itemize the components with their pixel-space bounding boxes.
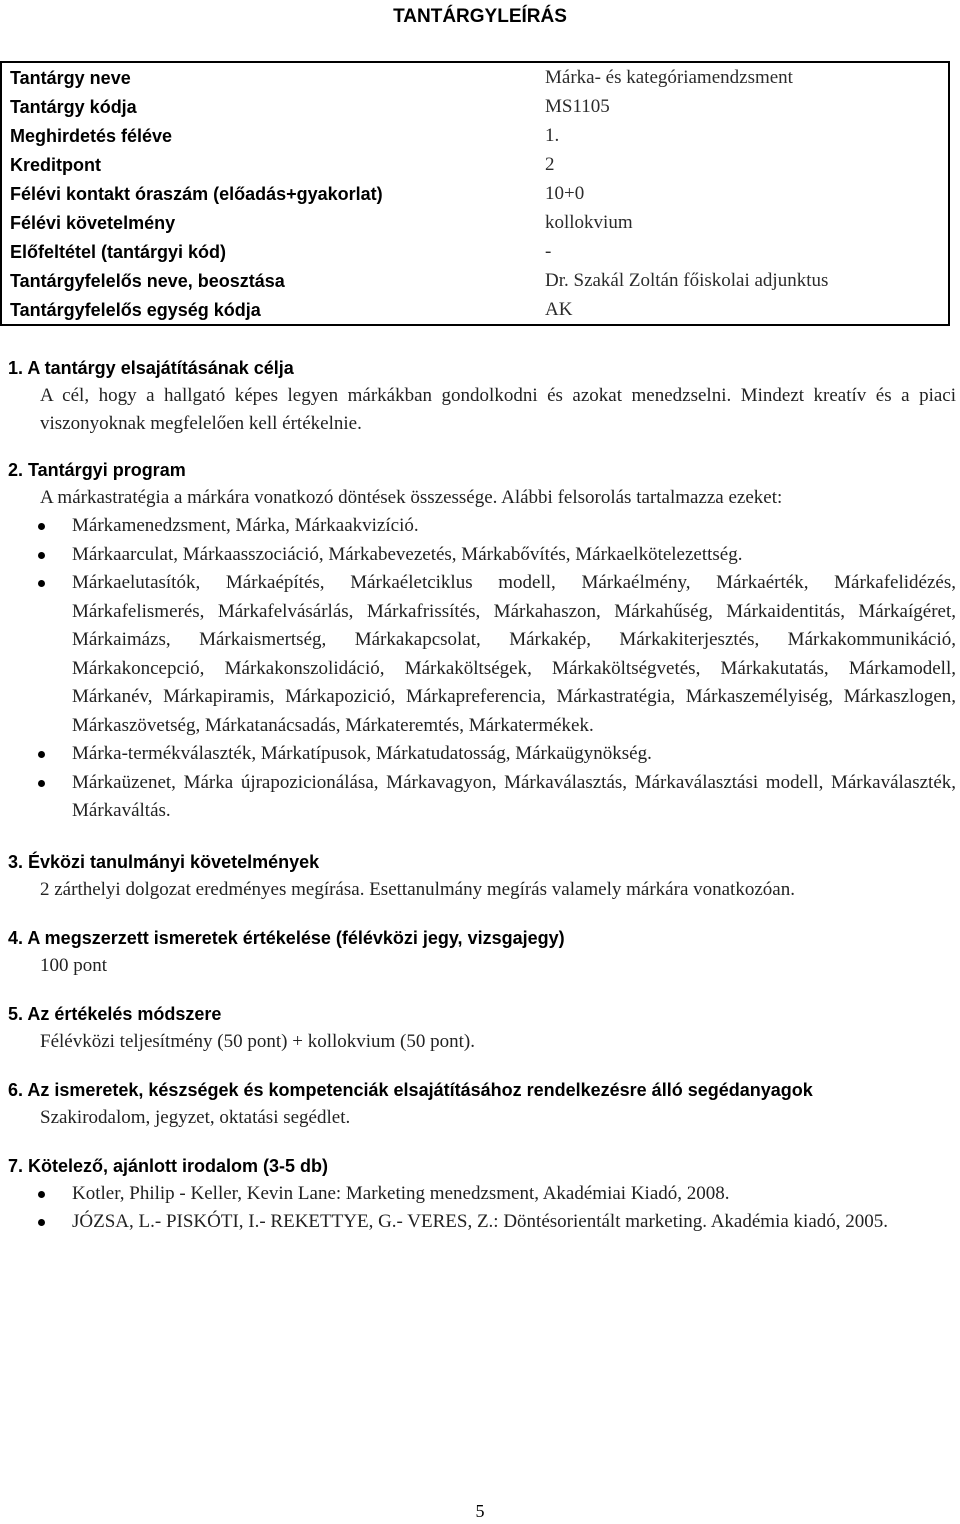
bullet-icon — [38, 580, 45, 587]
section-text: Szakirodalom, jegyzet, oktatási segédlet. — [40, 1106, 351, 1128]
bullet-icon — [38, 523, 45, 530]
list-item — [8, 1208, 956, 1237]
page-number: 5 — [475, 1501, 485, 1521]
section-requirements — [8, 848, 956, 904]
list-item — [8, 1180, 956, 1209]
bullet-icon — [38, 552, 45, 559]
list-item — [8, 512, 956, 541]
info-value: 10+0 — [545, 182, 585, 204]
info-label: Előfeltétel (tantárgyi kód) — [10, 241, 227, 262]
list-item-text: JÓZSA, L.- PISKÓTI, I.- REKETTYE, G.- VERES, Z.: Döntésorientált marketing. Akadémia kiadó, 2005. — [72, 1211, 888, 1232]
list-item-text: Márkaelutasítók, Márkaépítés, Márkaéletciklus modell, Márkaélmény, Márkaérték, Márkafelidézés, Márkafelismerés, Márkafelvásárlás, Márkafrissítés, Márkahaszon, Márkahűség, Márkaidentitás, Márkaígéret, Márkaimázs, Márkaismertség, Márkakapcsolat, Márkakép, Márkakiterjesztés, Márkakommunikáció, Márkakoncepció, Márkakonszolidáció, Márkaköltségek, Márkaköltségvetés, Márkakutatás, Márkamodell, Márkanév, Márkapiramis, Márkapozició, Márkapreferencia, Márkastratégia, Márkaszemélyiség, Márkaszlogen, Márkaszövetség, Márkatanácsadás, Márkateremtés, Márkatermékek. — [72, 572, 956, 736]
section-materials — [8, 1076, 956, 1132]
info-value: Dr. Szakál Zoltán főiskolai adjunktus — [545, 269, 829, 291]
section-heading: 6. Az ismeretek, készségek és kompetenciák elsajátításához rendelkezésre álló segédanyagok — [8, 1079, 813, 1100]
section-heading: 1. A tantárgy elsajátításának célja — [8, 358, 294, 378]
section-heading: 2. Tantárgyi program — [8, 460, 186, 480]
info-row — [1, 62, 949, 92]
list-item-text: Márkaüzenet, Márka újrapozicionálása, Márkavagyon, Márkaválasztás, Márkaválasztási modell, Márkaválaszték, Márkaváltás. — [72, 771, 956, 821]
list-item — [8, 769, 956, 826]
section-text: 2 zárthelyi dolgozat eredményes megírása. Esettanulmány megírás valamely márkára vonatkozóan. — [40, 878, 795, 900]
list-item-text: Márka-termékválaszték, Márkatípusok, Márkatudatosság, Márkaügynökség. — [72, 743, 652, 764]
info-label: Kreditpont — [10, 154, 101, 175]
literature-list — [8, 1180, 956, 1237]
section-program — [8, 456, 956, 826]
bullet-icon — [38, 751, 45, 758]
section-heading: 7. Kötelező, ajánlott irodalom (3-5 db) — [8, 1155, 329, 1176]
list-item-text: Márkamenedzsment, Márka, Márkaakvizíció. — [72, 515, 419, 536]
info-row — [1, 92, 949, 121]
info-label: Tantárgyfelelős neve, beosztása — [10, 270, 285, 291]
list-item — [8, 541, 956, 570]
info-row — [1, 266, 949, 295]
info-label: Tantárgy kódja — [10, 96, 137, 117]
list-item-text: Márkaarculat, Márkaasszociáció, Márkabevezetés, Márkabővítés, Márkaelkötelezettség. — [72, 543, 743, 565]
list-item — [8, 740, 956, 769]
section-text: 100 pont — [40, 954, 108, 976]
info-label: Félévi kontakt óraszám (előadás+gyakorlat) — [10, 183, 383, 204]
program-topic-list — [8, 512, 956, 826]
info-label: Félévi követelmény — [10, 212, 176, 233]
course-info-table-body — [1, 62, 949, 325]
info-row — [1, 121, 949, 150]
info-label: Tantárgy neve — [10, 67, 131, 88]
course-info-table — [0, 61, 950, 326]
bullet-icon — [38, 1219, 45, 1226]
info-row — [1, 295, 949, 325]
info-value: 2 — [545, 153, 555, 175]
info-label: Meghirdetés féléve — [10, 125, 173, 146]
section-heading: 5. Az értékelés módszere — [8, 1003, 222, 1024]
info-row — [1, 208, 949, 237]
info-value: Márka- és kategóriamendzsment — [545, 66, 793, 88]
section-literature — [8, 1152, 956, 1237]
info-value: 1. — [545, 124, 560, 146]
section-method — [8, 1000, 956, 1056]
section-text: A cél, hogy a hallgató képes legyen márkákban gondolkodni és azokat menedzselni. Mindezt kreatív és a piaci viszonyoknak megfelelően kell értékelnie. — [40, 385, 956, 434]
section-heading: 4. A megszerzett ismeretek értékelése (félévközi jegy, vizsgajegy) — [8, 927, 565, 948]
bullet-icon — [38, 780, 45, 787]
section-text: A márkastratégia a márkára vonatkozó döntések összessége. Alábbi felsorolás tartalmazza ezeket: — [40, 487, 783, 508]
section-objective — [8, 354, 956, 438]
document-body — [8, 354, 956, 1259]
info-value: kollokvium — [545, 211, 633, 233]
info-row — [1, 237, 949, 266]
bullet-icon — [38, 1191, 45, 1198]
page-title: TANTÁRGYLEÍRÁS — [393, 6, 567, 27]
info-label: Tantárgyfelelős egység kódja — [10, 299, 261, 320]
info-value: MS1105 — [545, 95, 610, 117]
info-value: - — [545, 240, 552, 262]
info-row — [1, 150, 949, 179]
section-text: Félévközi teljesítmény (50 pont) + kollokvium (50 pont). — [40, 1030, 475, 1052]
list-item — [8, 569, 956, 740]
list-item-text: Kotler, Philip - Keller, Kevin Lane: Marketing menedzsment, Akadémiai Kiadó, 2008. — [72, 1182, 730, 1204]
section-assessment — [8, 924, 956, 980]
section-heading: 3. Évközi tanulmányi követelmények — [8, 851, 320, 872]
info-row — [1, 179, 949, 208]
info-value: AK — [545, 298, 573, 320]
